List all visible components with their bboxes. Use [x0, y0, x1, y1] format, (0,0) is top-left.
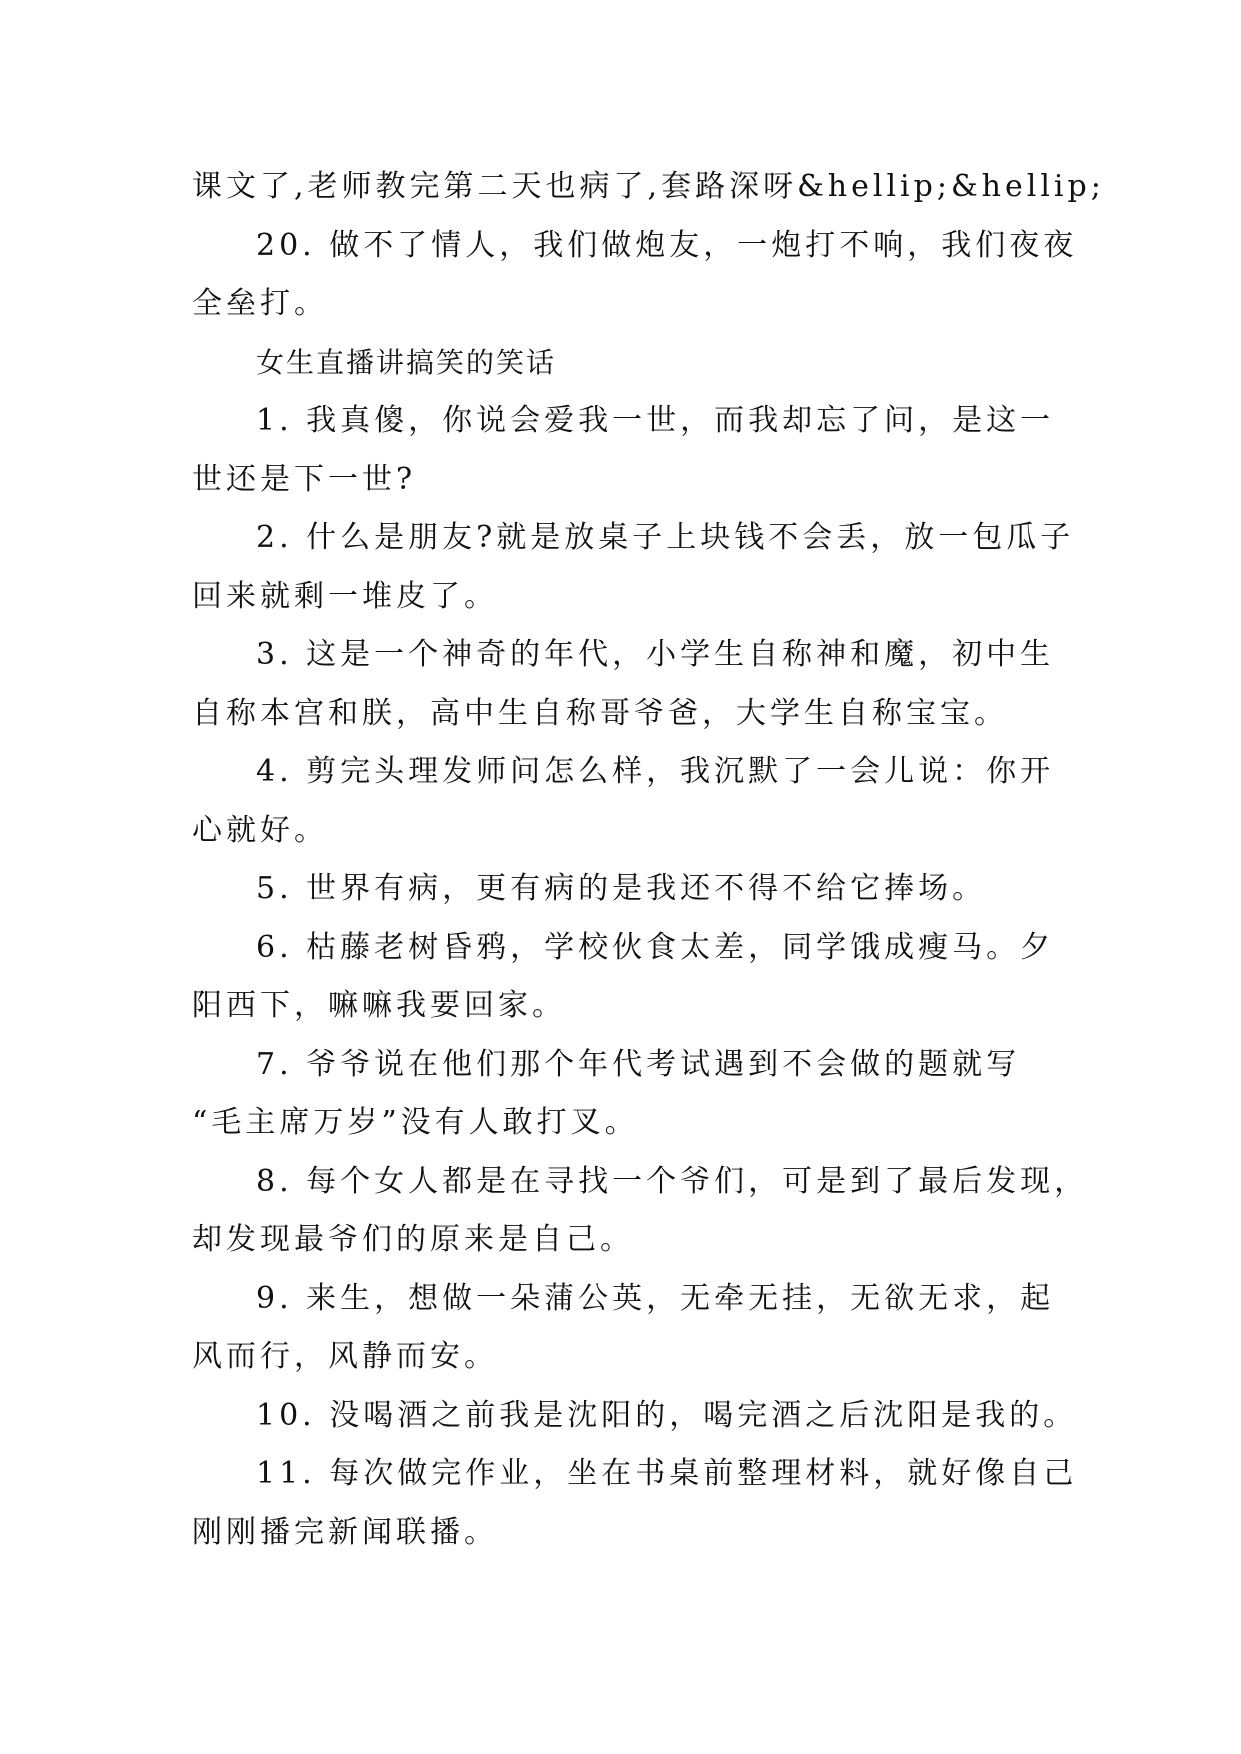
joke-item-4-line-2: 心就好。 — [192, 812, 328, 848]
document-body — [192, 158, 1105, 1562]
joke-item-7-line-1: 7. 爷爷说在他们那个年代考试遇到不会做的题就写 — [256, 1046, 1021, 1082]
joke-item-9-line-1: 9. 来生，想做一朵蒲公英，无牵无挂，无欲无求，起 — [256, 1280, 1055, 1316]
joke-item-8-line-2: 却发现最爷们的原来是自己。 — [192, 1222, 634, 1257]
joke-item-3-line-2: 自称本宫和朕，高中生自称哥爷爸，大学生自称宝宝。 — [192, 695, 1008, 731]
joke-item-4-line-1: 4. 剪完头理发师问怎么样，我沉默了一会儿说：你开 — [256, 754, 1055, 789]
joke-item-9-line-2: 风而行，风静而安。 — [192, 1339, 498, 1374]
joke-item-7-line-2: “毛主席万岁”没有人敢打叉。 — [192, 1105, 639, 1140]
joke-item-2-line-1: 2. 什么是朋友?就是放桌子上块钱不会丢，放一包瓜子 — [256, 520, 1075, 555]
joke-item-6-line-2: 阳西下，嘛嘛我要回家。 — [192, 988, 566, 1023]
joke-item-11-line-2: 刚刚播完新闻联播。 — [192, 1514, 498, 1550]
joke-item-2-line-2: 回来就剩一堆皮了。 — [192, 578, 498, 614]
joke-item-11-line-1: 11. 每次做完作业，坐在书桌前整理材料，就好像自己 — [256, 1456, 1078, 1491]
joke-item-3-line-1: 3. 这是一个神奇的年代，小学生自称神和魔，初中生 — [256, 637, 1055, 672]
joke-item-1-line-1: 1. 我真傻，你说会爱我一世，而我却忘了问，是这一 — [256, 403, 1055, 438]
joke-item-5: 5. 世界有病，更有病的是我还不得不给它捧场。 — [256, 871, 987, 906]
section-heading: 女生直播讲搞笑的笑话 — [256, 345, 557, 379]
joke-item-8-line-1: 8. 每个女人都是在寻找一个爷们，可是到了最后发现， — [256, 1163, 1089, 1199]
joke-item-6-line-1: 6. 枯藤老树昏鸦，学校伙食太差，同学饿成瘦马。夕 — [256, 929, 1055, 965]
joke-item-20-line-2: 全垒打。 — [192, 286, 328, 321]
text-line: 课文了,老师教完第二天也病了,套路深呀&hellip;&hellip; — [192, 169, 1105, 204]
joke-item-1-line-2: 世还是下一世? — [192, 461, 417, 497]
joke-item-20-line-1: 20. 做不了情人，我们做炮友，一炮打不响，我们夜夜 — [256, 227, 1078, 263]
joke-item-10: 10. 没喝酒之前我是沈阳的，喝完酒之后沈阳是我的。 — [256, 1397, 1078, 1433]
